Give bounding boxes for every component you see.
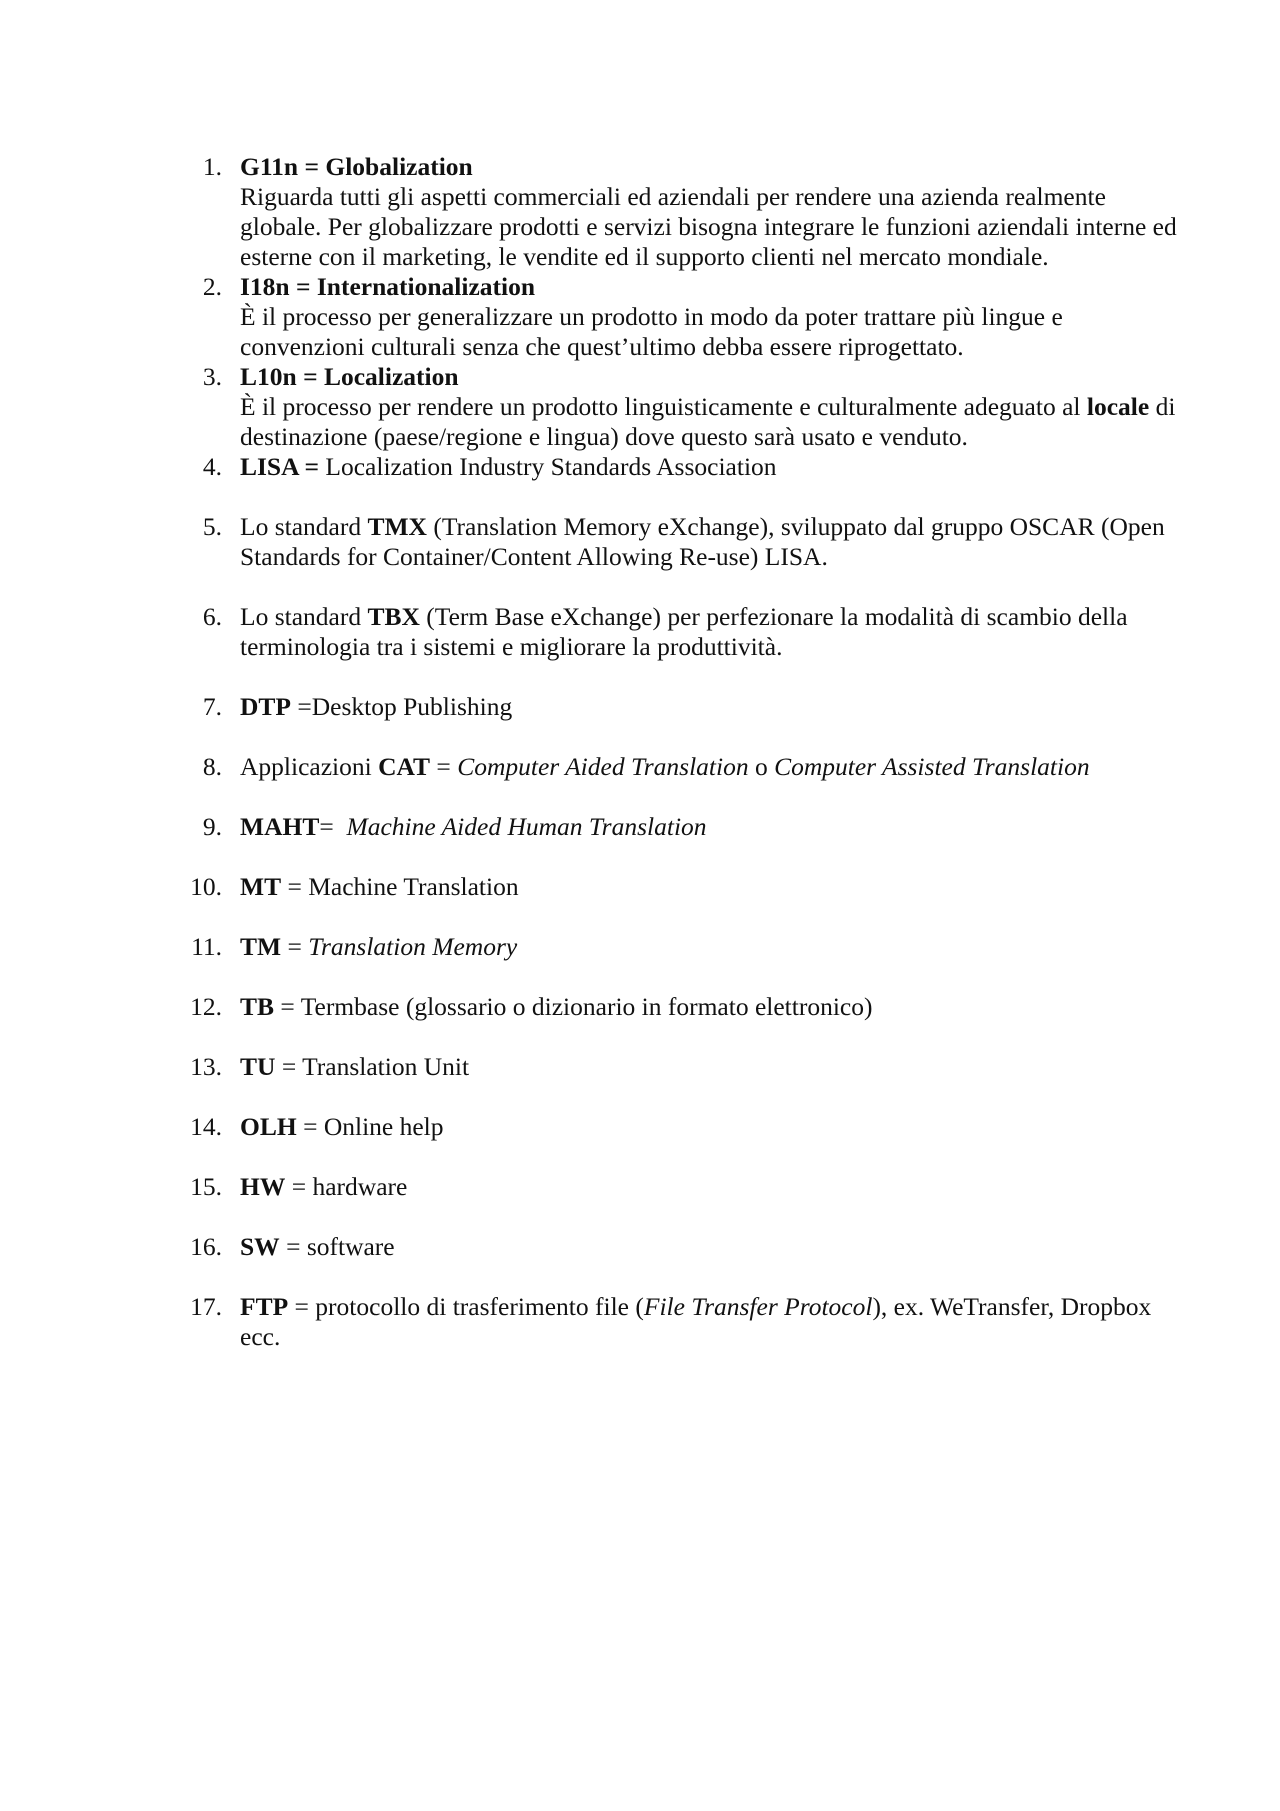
term-abbr: TM xyxy=(240,932,282,961)
item-number: 8. xyxy=(202,752,222,781)
list-item-tbx xyxy=(0,602,1280,662)
item-number: 14. xyxy=(190,1112,222,1141)
list-item-i18n xyxy=(0,272,1280,362)
item-number: 11. xyxy=(191,932,222,961)
list-item-tmx xyxy=(0,512,1280,572)
term-description: Riguarda tutti gli aspetti commerciali ed aziendali per rendere una azienda realmente globale. Per globalizzare prodotti e servizi bisogna integrare le funzioni aziendali interne ed esterne con il marketing, le vendite ed il supporto clienti nel mercato mondiale. xyxy=(240,182,1177,271)
term-definition: = software xyxy=(279,1232,395,1261)
term-abbr: CAT xyxy=(378,752,431,781)
list-item-ftp xyxy=(0,1292,1280,1352)
list-item-tb xyxy=(0,992,1280,1022)
term-italic: File Transfer Protocol xyxy=(643,1292,873,1321)
term-abbr: SW xyxy=(240,1232,280,1261)
term-abbr: HW xyxy=(240,1172,286,1201)
item-number: 17. xyxy=(190,1292,222,1321)
term-italic: Translation Memory xyxy=(308,932,518,961)
term-description: È il processo per generalizzare un prodotto in modo da poter trattare più lingue e convenzioni culturali senza che quest’ultimo debba essere riprogettato. xyxy=(240,302,1063,361)
term-definition: (Term Base eXchange) per perfezionare la modalità di scambio della terminologia tra i sistemi e migliorare la produttività. xyxy=(240,602,1128,661)
term-definition: = hardware xyxy=(285,1172,408,1201)
term-prefix: Lo standard xyxy=(240,602,368,631)
item-number: 10. xyxy=(190,872,222,901)
term-abbr: TU xyxy=(240,1052,276,1081)
list-item-sw xyxy=(0,1232,1280,1262)
list-item-l10n xyxy=(0,362,1280,452)
list-item-hw xyxy=(0,1172,1280,1202)
list-item-cat xyxy=(0,752,1280,782)
term-definition: Localization Industry Standards Association xyxy=(319,452,777,481)
term-abbr: FTP xyxy=(240,1292,289,1321)
term-definition: = Machine Translation xyxy=(281,872,519,901)
term-definition: (Translation Memory eXchange), sviluppato dal gruppo OSCAR (Open Standards for Container/Content Allowing Re-use) LISA. xyxy=(240,512,1165,571)
term-definition: = Translation Unit xyxy=(275,1052,470,1081)
term-italic-2: Computer Assisted Translation xyxy=(774,752,1090,781)
term-description: È il processo per rendere un prodotto linguisticamente e culturalmente adeguato al xyxy=(240,392,1087,421)
term-abbr: MT xyxy=(240,872,282,901)
list-item-dtp xyxy=(0,692,1280,722)
term-prefix: Lo standard xyxy=(240,512,368,541)
term-definition-cont: ), ex. WeTransfer, Dropbox ecc. xyxy=(240,1292,1152,1351)
term-heading: G11n = Globalization xyxy=(240,152,473,181)
list-item-olh xyxy=(0,1112,1280,1142)
term-abbr: LISA = xyxy=(240,452,320,481)
item-number: 12. xyxy=(190,992,222,1021)
term-emphasis: locale xyxy=(1086,392,1150,421)
document-page xyxy=(0,152,1280,1352)
item-number: 15. xyxy=(190,1172,222,1201)
term-description-cont: di destinazione (paese/regione e lingua) dove questo sarà usato e venduto. xyxy=(240,392,1176,451)
term-equals: = xyxy=(319,812,347,841)
item-number: 2. xyxy=(202,272,222,301)
term-conjunction: o xyxy=(748,752,775,781)
term-abbr: TMX xyxy=(367,512,427,541)
item-number: 4. xyxy=(202,452,222,481)
term-abbr: TBX xyxy=(367,602,420,631)
term-abbr: DTP xyxy=(240,692,291,721)
item-number: 7. xyxy=(202,692,222,721)
list-item-tu xyxy=(0,1052,1280,1082)
item-number: 1. xyxy=(202,152,222,181)
item-number: 16. xyxy=(190,1232,222,1261)
term-prefix: Applicazioni xyxy=(240,752,379,781)
term-definition: = Termbase (glossario o dizionario in formato elettronico) xyxy=(274,992,873,1021)
item-number: 6. xyxy=(202,602,222,631)
term-abbr: MAHT xyxy=(240,812,320,841)
term-heading: L10n = Localization xyxy=(240,362,459,391)
item-number: 13. xyxy=(190,1052,222,1081)
list-item-g11n xyxy=(0,152,1280,272)
term-definition: = protocollo di trasferimento file ( xyxy=(288,1292,644,1321)
item-number: 5. xyxy=(202,512,222,541)
term-equals: = xyxy=(281,932,309,961)
term-abbr: TB xyxy=(240,992,275,1021)
term-equals: = xyxy=(430,752,458,781)
item-number: 9. xyxy=(202,812,222,841)
item-number: 3. xyxy=(202,362,222,391)
list-item-tm xyxy=(0,932,1280,962)
term-definition: = Online help xyxy=(296,1112,444,1141)
list-item-lisa xyxy=(0,452,1280,482)
list-item-mt xyxy=(0,872,1280,902)
list-item-maht xyxy=(0,812,1280,842)
term-italic: Machine Aided Human Translation xyxy=(346,812,707,841)
term-heading: I18n = Internationalization xyxy=(240,272,536,301)
term-definition: =Desktop Publishing xyxy=(291,692,513,721)
term-abbr: OLH xyxy=(240,1112,297,1141)
term-italic-1: Computer Aided Translation xyxy=(457,752,749,781)
